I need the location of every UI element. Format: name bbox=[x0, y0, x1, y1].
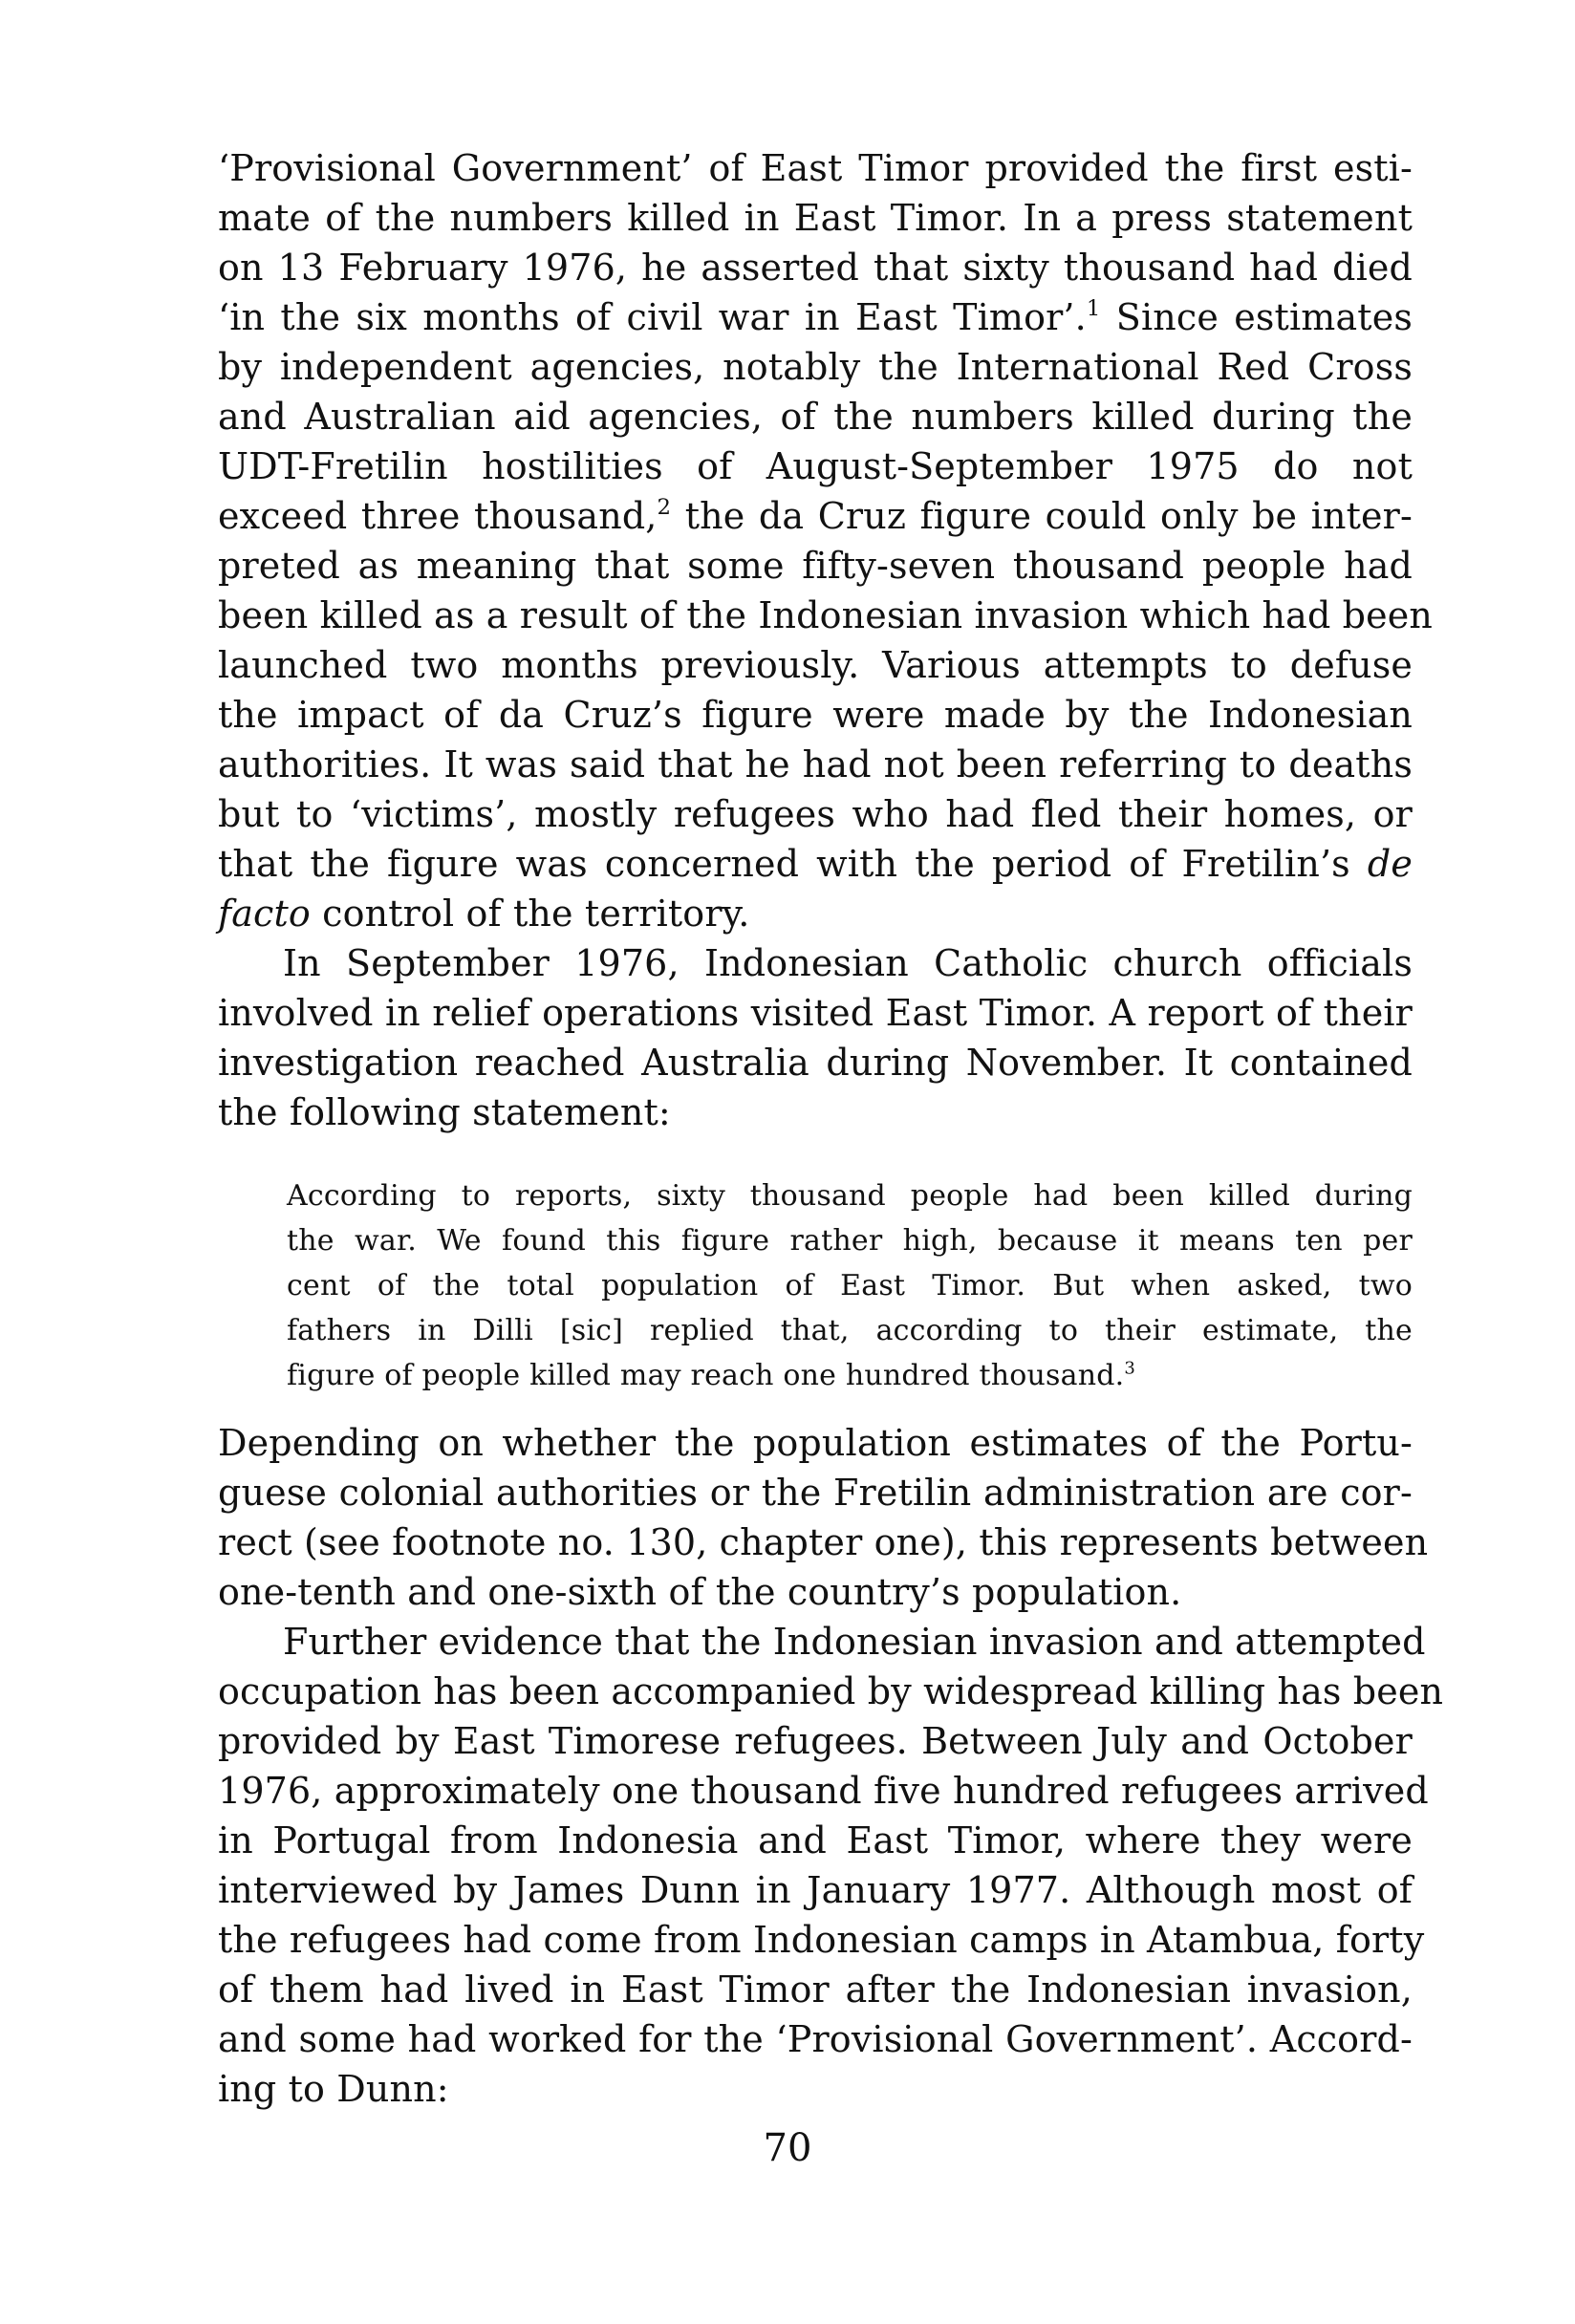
text-fragment: control of the territory. bbox=[310, 893, 750, 935]
text-line: Depending on whether the population estimates of the Portu- bbox=[218, 1422, 1413, 1464]
text-line: the impact of da Cruz’s figure were made by the Indonesian bbox=[218, 694, 1413, 736]
text-line: of them had lived in East Timor after the Indonesian invasion, bbox=[218, 1969, 1413, 2011]
text-line: the refugees had come from Indonesian camps in Atambua, forty bbox=[218, 1919, 1425, 1961]
footnote-marker: 1 bbox=[1086, 296, 1101, 322]
paragraph-3 bbox=[218, 1418, 1429, 1617]
text-line: provided by East Timorese refugees. Between July and October bbox=[218, 1720, 1413, 1762]
text-line: guese colonial authorities or the Fretilin administration are cor- bbox=[218, 1472, 1413, 1514]
quote-line: cent of the total population of East Timor. But when asked, two bbox=[287, 1269, 1413, 1302]
italic-text: facto bbox=[218, 893, 311, 935]
text-fragment: that the figure was concerned with the period of Fretilin’s bbox=[218, 843, 1368, 885]
text-fragment: ‘in the six months of civil war in East Timor’. bbox=[218, 296, 1087, 338]
text-line: and Australian aid agencies, of the numbers killed during the bbox=[218, 396, 1413, 438]
text-line: In September 1976, Indonesian Catholic church officials bbox=[283, 942, 1413, 984]
text-line: but to ‘victims’, mostly refugees who had fled their homes, or bbox=[218, 793, 1413, 835]
text-line bbox=[218, 491, 1413, 541]
text-fragment: Since estimates bbox=[1100, 296, 1413, 338]
paragraph-4 bbox=[218, 1617, 1444, 2114]
text-line: 1976, approximately one thousand five hundred refugees arrived bbox=[218, 1770, 1429, 1812]
text-line: launched two months previously. Various attempts to defuse bbox=[218, 644, 1413, 686]
text-line: investigation reached Australia during November. It contained bbox=[218, 1042, 1413, 1084]
text-line: been killed as a result of the Indonesian invasion which had been bbox=[218, 594, 1434, 636]
paragraph-1 bbox=[218, 143, 1434, 938]
text-line: in Portugal from Indonesia and East Timor, where they were bbox=[218, 1819, 1413, 1861]
text-line: occupation has been accompanied by widespread killing has been bbox=[218, 1670, 1444, 1712]
text-line: UDT-Fretilin hostilities of August-September 1975 do not bbox=[218, 445, 1413, 487]
footnote-marker: 3 bbox=[1124, 1358, 1136, 1379]
text-line: on 13 February 1976, he asserted that sixty thousand had died bbox=[218, 247, 1413, 289]
quote-line: fathers in Dilli [sic] replied that, according to their estimate, the bbox=[287, 1314, 1413, 1347]
quote-line: According to reports, sixty thousand people had been killed during bbox=[287, 1179, 1413, 1213]
page-number: 70 bbox=[763, 2126, 812, 2170]
text-line: mate of the numbers killed in East Timor. In a press statement bbox=[218, 197, 1413, 239]
italic-text: de bbox=[1367, 843, 1413, 885]
text-line bbox=[218, 839, 1413, 889]
text-line: involved in relief operations visited East Timor. A report of their bbox=[218, 992, 1413, 1034]
text-line: by independent agencies, notably the International Red Cross bbox=[218, 346, 1413, 388]
footnote-marker: 2 bbox=[657, 495, 672, 521]
text-fragment: the da Cruz figure could only be inter- bbox=[671, 495, 1413, 537]
text-fragment: exceed three thousand, bbox=[218, 495, 658, 537]
text-line: one-tenth and one-sixth of the country’s population. bbox=[218, 1571, 1182, 1613]
quote-line bbox=[287, 1353, 1413, 1398]
paragraph-2 bbox=[218, 938, 1413, 1137]
text-line bbox=[218, 889, 1413, 938]
text-line: rect (see footnote no. 130, chapter one), this represents between bbox=[218, 1521, 1429, 1563]
block-quote bbox=[287, 1173, 1413, 1398]
text-line: Further evidence that the Indonesian invasion and attempted bbox=[283, 1621, 1426, 1663]
quote-line: the war. We found this figure rather high, because it means ten per bbox=[287, 1224, 1413, 1258]
text-line: authorities. It was said that he had not been referring to deaths bbox=[218, 743, 1413, 785]
text-fragment: figure of people killed may reach one hundred thousand. bbox=[287, 1359, 1125, 1392]
text-line: the following statement: bbox=[218, 1091, 671, 1133]
text-line: preted as meaning that some fifty-seven thousand people had bbox=[218, 545, 1413, 587]
text-line: and some had worked for the ‘Provisional Government’. Accord- bbox=[218, 2018, 1413, 2060]
text-line bbox=[218, 292, 1413, 342]
text-line: ‘Provisional Government’ of East Timor provided the first esti- bbox=[218, 147, 1413, 189]
text-line: ing to Dunn: bbox=[218, 2068, 449, 2110]
text-line: interviewed by James Dunn in January 1977. Although most of bbox=[218, 1869, 1413, 1911]
